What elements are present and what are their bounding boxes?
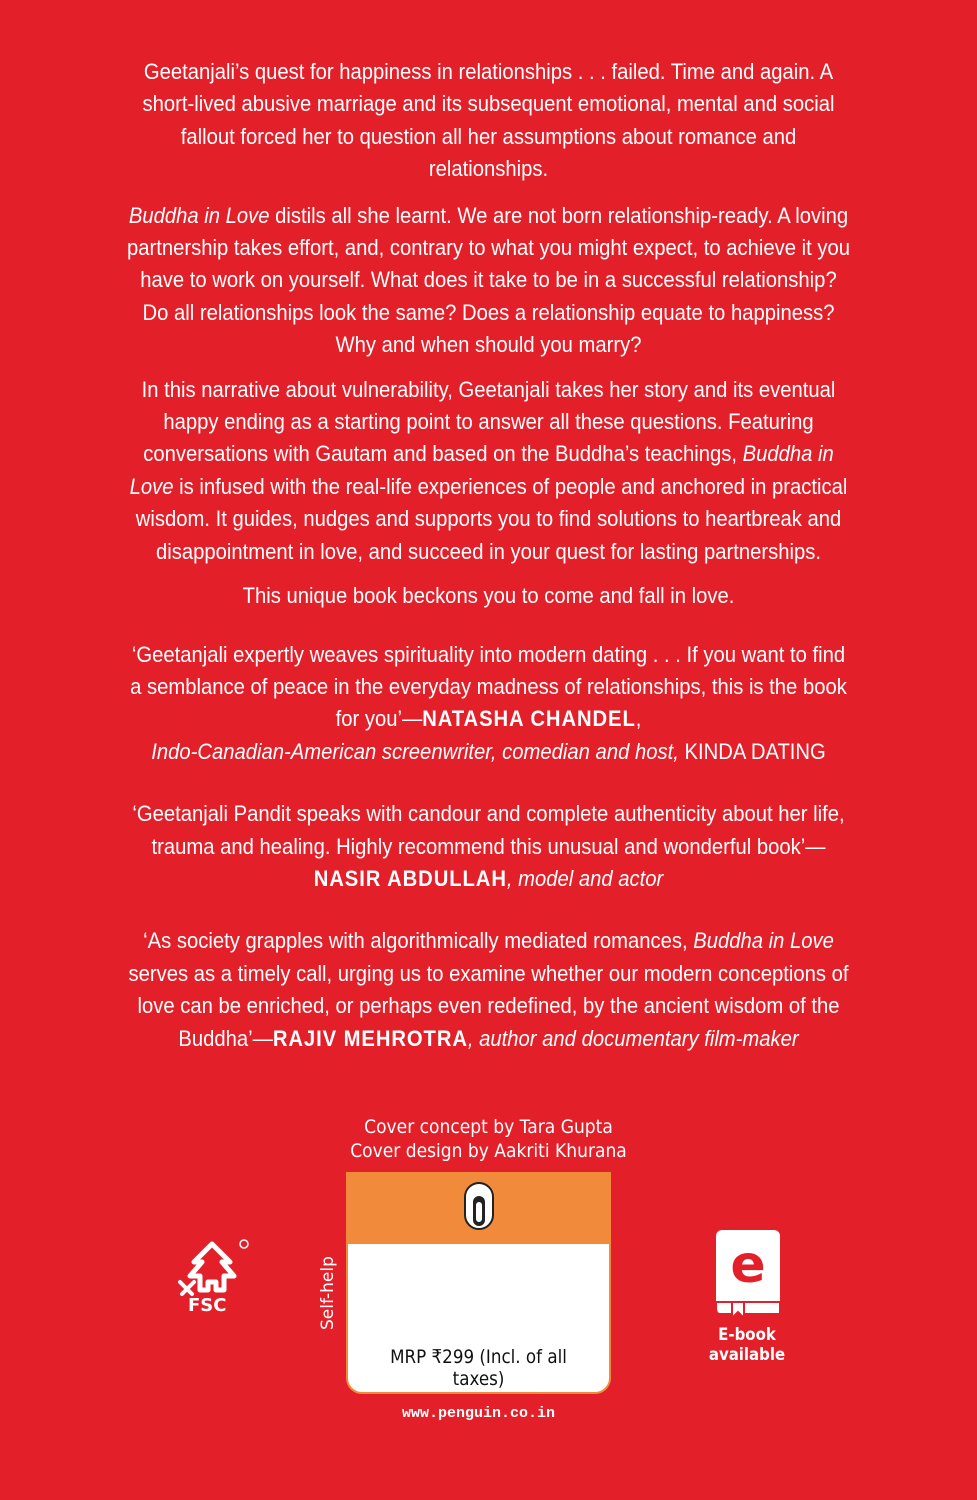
endorsement-quote-1 bbox=[126, 639, 850, 769]
quote-text: ‘As society grapples with algorithmically mediated romances, bbox=[143, 928, 694, 954]
category-label: Self-help bbox=[318, 1256, 338, 1330]
blurb-paragraph-3-a: In this narrative about vulnerability, Geetanjali takes her story and its eventual happy ending as a starting point to answer all these questions. Featuring conversations with Gautam and based on the Buddha’s teachings, bbox=[141, 376, 836, 467]
blurb-paragraph-4: This unique book beckons you to come and fall in love. bbox=[242, 583, 735, 609]
publisher-website: www.penguin.co.in bbox=[401, 1405, 556, 1422]
endorsement-quote-3 bbox=[126, 925, 850, 1055]
ebook-letter: e bbox=[730, 1235, 766, 1295]
blurb-paragraph-3-b: is infused with the real-life experiences of people and anchored in practical wisdom. It guides, nudges and supports you to find solutions to heartbreak and disappointment in love, and succeed in your quest for lasting partnerships. bbox=[135, 473, 848, 564]
book-title: Buddha in Love bbox=[693, 928, 834, 954]
quote-author: RAJIV MEHROTRA bbox=[272, 1025, 468, 1051]
book-title: Buddha in Love bbox=[129, 441, 834, 499]
quote-text: ‘Geetanjali expertly weaves spirituality into modern dating . . . If you want to find a semblance of peace in the everyday madness of relationships, this is the book for you’— bbox=[130, 641, 847, 732]
cover-credits bbox=[49, 1115, 928, 1163]
quote-text: ‘Geetanjali Pandit speaks with candour and complete authenticity about her life, trauma and healing. Highly recommend this unusual and wonderful book’— bbox=[132, 801, 845, 859]
blurb-paragraph-3 bbox=[126, 374, 850, 568]
ebook-icon bbox=[712, 1228, 784, 1318]
quote-show-name: KINDA DATING bbox=[678, 738, 826, 764]
fsc-label: FSC bbox=[188, 1295, 227, 1316]
back-cover-blurb bbox=[126, 56, 850, 1055]
quote-author-role: , model and actor bbox=[506, 865, 664, 891]
blurb-paragraph-1: Geetanjali’s quest for happiness in relationships . . . failed. Time and again. A short-lived abusive marriage and its subsequent emotional, mental and social fallout forced her to question all her assumptions about romance and relationships. bbox=[142, 59, 835, 182]
book-title: Buddha in Love bbox=[128, 202, 270, 228]
price-box bbox=[346, 1172, 611, 1394]
price-label: MRP ₹299 (Incl. of all taxes) bbox=[390, 1346, 567, 1390]
quote-author-role: Indo-Canadian-American screenwriter, comedian and host, bbox=[151, 738, 679, 764]
blurb-paragraph-2 bbox=[126, 200, 850, 362]
quote-separator: , bbox=[635, 706, 642, 732]
endorsement-quote-2 bbox=[126, 798, 850, 895]
quote-author-role: , author and documentary film-maker bbox=[467, 1025, 799, 1051]
quote-author: NASIR ABDULLAH bbox=[313, 865, 507, 891]
penguin-logo-icon bbox=[464, 1182, 494, 1230]
cover-design-credit: Cover design by Aakriti Khurana bbox=[350, 1140, 627, 1162]
quote-text: serves as a timely call, urging us to examine whether our modern conceptions of love can be enriched, or perhaps even redefined, by the ancient wisdom of the Buddha’— bbox=[128, 960, 849, 1051]
penguin-header bbox=[348, 1174, 609, 1244]
cover-concept-credit: Cover concept by Tara Gupta bbox=[364, 1116, 613, 1138]
quote-author: NATASHA CHANDEL bbox=[422, 706, 636, 732]
blurb-paragraph-2-text: distils all she learnt. We are not born relationship-ready. A loving partnership takes effort, and, contrary to what you might expect, to achieve it you have to work on yourself. What does it take to be in a successful relationship? Do all relationships look the same? Does a relationship equate to happiness? Why and when should you marry? bbox=[126, 202, 851, 358]
ebook-label: E-book available bbox=[708, 1325, 786, 1365]
